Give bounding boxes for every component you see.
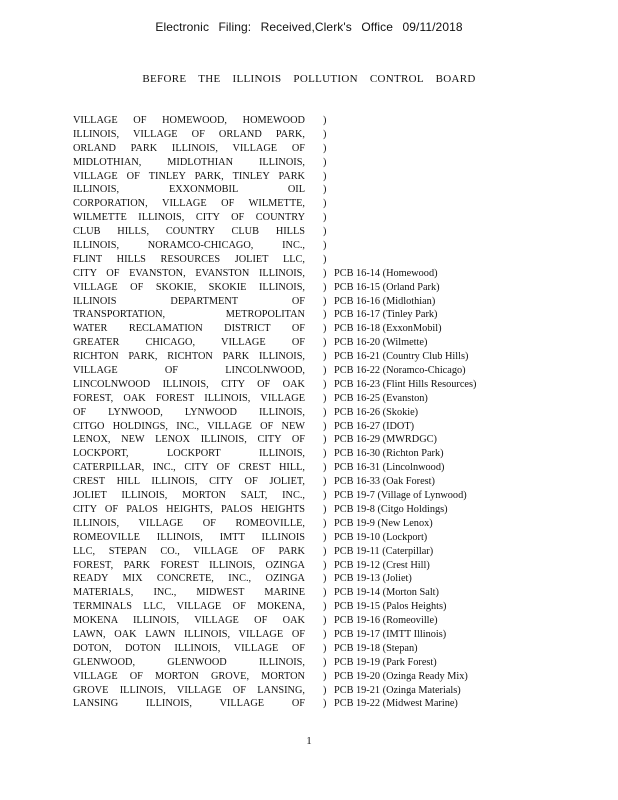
caption-row <box>73 156 553 170</box>
caption-row <box>73 128 553 142</box>
party-name-line: CATERPILLAR, INC., CITY OF CREST HILL, <box>73 462 305 474</box>
party-name-line: VILLAGE OF HOMEWOOD, HOMEWOOD <box>73 115 305 126</box>
pcb-case-number: PCB 16-33 (Oak Forest) <box>334 476 435 488</box>
pcb-case-number: PCB 16-21 (Country Club Hills) <box>334 351 469 363</box>
party-name-line: READY MIX CONCRETE, INC., OZINGA <box>73 573 305 585</box>
caption-paren: ) <box>323 337 327 349</box>
party-name-line: ILLINOIS DEPARTMENT OF <box>73 295 305 307</box>
caption-paren: ) <box>323 517 327 529</box>
caption-row <box>73 642 553 656</box>
caption-row <box>73 239 553 253</box>
caption-row <box>73 114 553 128</box>
party-name-line: CITY OF PALOS HEIGHTS, PALOS HEIGHTS <box>73 503 305 515</box>
pcb-case-number: PCB 19-8 (Citgo Holdings) <box>334 503 448 515</box>
party-name-line: GROVE ILLINOIS, VILLAGE OF LANSING, <box>73 684 305 696</box>
caption-row <box>73 697 553 711</box>
caption-row <box>73 364 553 378</box>
party-name-line: ROMEOVILLE ILLINOIS, IMTT ILLINOIS <box>73 531 305 543</box>
caption-row <box>73 170 553 184</box>
party-name-line: FOREST, PARK FOREST ILLINOIS, OZINGA <box>73 559 305 571</box>
caption-row <box>73 281 553 295</box>
party-name-line: ILLINOIS, EXXONMOBIL OIL <box>73 184 305 196</box>
party-name-line: GREATER CHICAGO, VILLAGE OF <box>73 337 305 349</box>
caption-row <box>73 614 553 628</box>
caption-paren: ) <box>323 212 327 224</box>
caption-row <box>73 489 553 503</box>
caption-paren: ) <box>323 281 327 293</box>
party-name-line: LANSING ILLINOIS, VILLAGE OF <box>73 698 305 710</box>
caption-paren: ) <box>323 448 327 460</box>
caption-paren: ) <box>323 115 327 126</box>
party-name-line: MOKENA ILLINOIS, VILLAGE OF OAK <box>73 615 305 627</box>
caption-paren: ) <box>323 253 327 265</box>
caption-paren: ) <box>323 531 327 543</box>
caption-row <box>73 461 553 475</box>
caption-paren: ) <box>323 573 327 585</box>
party-name-line: FOREST, OAK FOREST ILLINOIS, VILLAGE <box>73 392 305 404</box>
caption-row <box>73 253 553 267</box>
caption-paren: ) <box>323 365 327 377</box>
pcb-case-number: PCB 19-21 (Ozinga Materials) <box>334 684 461 696</box>
caption-row <box>73 531 553 545</box>
caption-row <box>73 211 553 225</box>
caption-row <box>73 572 553 586</box>
caption-row <box>73 350 553 364</box>
pcb-case-number: PCB 19-11 (Caterpillar) <box>334 545 434 557</box>
pcb-case-number: PCB 19-16 (Romeoville) <box>334 615 438 627</box>
party-name-line: MATERIALS, INC., MIDWEST MARINE <box>73 587 305 599</box>
caption-paren: ) <box>323 545 327 557</box>
pcb-case-number: PCB 19-19 (Park Forest) <box>334 656 437 668</box>
caption-row <box>73 225 553 239</box>
caption-row <box>73 475 553 489</box>
party-name-line: TERMINALS LLC, VILLAGE OF MOKENA, <box>73 601 305 613</box>
caption-row <box>73 406 553 420</box>
page-number: 1 <box>306 735 312 747</box>
caption-paren: ) <box>323 406 327 418</box>
party-name-line: WILMETTE ILLINOIS, CITY OF COUNTRY <box>73 212 305 224</box>
caption-paren: ) <box>323 170 327 182</box>
pcb-case-number: PCB 19-22 (Midwest Marine) <box>334 698 458 710</box>
pcb-case-number: PCB 16-15 (Orland Park) <box>334 281 440 293</box>
pcb-case-number: PCB 16-30 (Richton Park) <box>334 448 444 460</box>
caption-paren: ) <box>323 642 327 654</box>
caption-row <box>73 684 553 698</box>
caption-row <box>73 322 553 336</box>
caption-row <box>73 295 553 309</box>
caption-row <box>73 545 553 559</box>
caption-paren: ) <box>323 128 327 140</box>
party-name-line: MIDLOTHIAN, MIDLOTHIAN ILLINOIS, <box>73 156 305 168</box>
caption-row <box>73 183 553 197</box>
caption-paren: ) <box>323 184 327 196</box>
pcb-case-number: PCB 16-26 (Skokie) <box>334 406 419 418</box>
electronic-filing-stamp: Electronic Filing: Received,Clerk's Office 09/11/2018 <box>155 20 463 34</box>
party-name-line: GLENWOOD, GLENWOOD ILLINOIS, <box>73 656 305 668</box>
pcb-case-number: PCB 16-29 (MWRDGC) <box>334 434 437 446</box>
pcb-case-number: PCB 16-14 (Homewood) <box>334 267 438 279</box>
caption-row <box>73 420 553 434</box>
caption-row <box>73 308 553 322</box>
pcb-case-number: PCB 16-16 (Midlothian) <box>334 295 436 307</box>
caption-paren: ) <box>323 462 327 474</box>
caption-paren: ) <box>323 628 327 640</box>
caption-paren: ) <box>323 503 327 515</box>
party-name-line: DOTON, DOTON ILLINOIS, VILLAGE OF <box>73 642 305 654</box>
caption-row <box>73 267 553 281</box>
caption-row <box>73 433 553 447</box>
party-name-line: WATER RECLAMATION DISTRICT OF <box>73 323 305 335</box>
caption-paren: ) <box>323 156 327 168</box>
caption-row <box>73 628 553 642</box>
caption-paren: ) <box>323 684 327 696</box>
caption-row <box>73 586 553 600</box>
party-name-line: ILLINOIS, VILLAGE OF ROMEOVILLE, <box>73 517 305 529</box>
caption-paren: ) <box>323 198 327 210</box>
caption-paren: ) <box>323 490 327 502</box>
party-name-line: ILLINOIS, NORAMCO-CHICAGO, INC., <box>73 240 305 252</box>
pcb-case-number: PCB 16-18 (ExxonMobil) <box>334 323 442 335</box>
pcb-case-number: PCB 16-25 (Evanston) <box>334 392 428 404</box>
caption-row <box>73 517 553 531</box>
caption-paren: ) <box>323 295 327 307</box>
party-name-line: OF LYNWOOD, LYNWOOD ILLINOIS, <box>73 406 305 418</box>
caption-paren: ) <box>323 670 327 682</box>
caption-paren: ) <box>323 378 327 390</box>
caption-row <box>73 600 553 614</box>
pcb-case-number: PCB 19-14 (Morton Salt) <box>334 587 439 599</box>
party-name-line: LAWN, OAK LAWN ILLINOIS, VILLAGE OF <box>73 628 305 640</box>
pcb-case-number: PCB 19-7 (Village of Lynwood) <box>334 490 467 502</box>
pcb-case-number: PCB 19-15 (Palos Heights) <box>334 601 447 613</box>
caption-row <box>73 392 553 406</box>
caption-paren: ) <box>323 476 327 488</box>
pcb-case-number: PCB 16-22 (Noramco-Chicago) <box>334 365 466 377</box>
caption-paren: ) <box>323 434 327 446</box>
pcb-case-number: PCB 19-9 (New Lenox) <box>334 517 433 529</box>
caption-paren: ) <box>323 559 327 571</box>
pcb-case-number: PCB 16-23 (Flint Hills Resources) <box>334 378 477 390</box>
caption-paren: ) <box>323 323 327 335</box>
pcb-case-number: PCB 19-13 (Joliet) <box>334 573 412 585</box>
case-caption <box>73 114 553 711</box>
party-name-line: ILLINOIS, VILLAGE OF ORLAND PARK, <box>73 128 305 140</box>
party-name-line: VILLAGE OF MORTON GROVE, MORTON <box>73 670 305 682</box>
caption-row <box>73 447 553 461</box>
pcb-case-number: PCB 16-20 (Wilmette) <box>334 337 428 349</box>
party-name-line: CLUB HILLS, COUNTRY CLUB HILLS <box>73 226 305 238</box>
caption-paren: ) <box>323 420 327 432</box>
party-name-line: RICHTON PARK, RICHTON PARK ILLINOIS, <box>73 351 305 363</box>
caption-paren: ) <box>323 351 327 363</box>
party-name-line: LINCOLNWOOD ILLINOIS, CITY OF OAK <box>73 378 305 390</box>
caption-row <box>73 336 553 350</box>
party-name-line: VILLAGE OF SKOKIE, SKOKIE ILLINOIS, <box>73 281 305 293</box>
caption-row <box>73 142 553 156</box>
caption-row <box>73 378 553 392</box>
party-name-line: CITGO HOLDINGS, INC., VILLAGE OF NEW <box>73 420 305 432</box>
caption-row <box>73 503 553 517</box>
pcb-case-number: PCB 19-17 (IMTT Illinois) <box>334 628 447 640</box>
pcb-case-number: PCB 16-31 (Lincolnwood) <box>334 462 445 474</box>
party-name-line: LENOX, NEW LENOX ILLINOIS, CITY OF <box>73 434 305 446</box>
party-name-line: VILLAGE OF TINLEY PARK, TINLEY PARK <box>73 170 305 182</box>
party-name-line: CREST HILL ILLINOIS, CITY OF JOLIET, <box>73 476 305 488</box>
party-name-line: LLC, STEPAN CO., VILLAGE OF PARK <box>73 545 305 557</box>
caption-paren: ) <box>323 587 327 599</box>
party-name-line: JOLIET ILLINOIS, MORTON SALT, INC., <box>73 490 305 502</box>
caption-paren: ) <box>323 601 327 613</box>
pcb-case-number: PCB 19-20 (Ozinga Ready Mix) <box>334 670 468 682</box>
caption-paren: ) <box>323 656 327 668</box>
caption-paren: ) <box>323 240 327 252</box>
party-name-line: TRANSPORTATION, METROPOLITAN <box>73 309 305 321</box>
caption-row <box>73 559 553 573</box>
board-title: BEFORE THE ILLINOIS POLLUTION CONTROL BOARD <box>142 73 476 85</box>
pcb-case-number: PCB 19-10 (Lockport) <box>334 531 428 543</box>
caption-paren: ) <box>323 392 327 404</box>
pcb-case-number: PCB 19-18 (Stepan) <box>334 642 418 654</box>
party-name-line: FLINT HILLS RESOURCES JOLIET LLC, <box>73 253 305 265</box>
pcb-case-number: PCB 19-12 (Crest Hill) <box>334 559 430 571</box>
caption-row <box>73 656 553 670</box>
caption-paren: ) <box>323 698 327 710</box>
caption-paren: ) <box>323 142 327 154</box>
pcb-case-number: PCB 16-17 (Tinley Park) <box>334 309 438 321</box>
caption-paren: ) <box>323 309 327 321</box>
pcb-case-number: PCB 16-27 (IDOT) <box>334 420 415 432</box>
party-name-line: ORLAND PARK ILLINOIS, VILLAGE OF <box>73 142 305 154</box>
caption-paren: ) <box>323 615 327 627</box>
caption-row <box>73 670 553 684</box>
caption-paren: ) <box>323 226 327 238</box>
caption-row <box>73 197 553 211</box>
party-name-line: CITY OF EVANSTON, EVANSTON ILLINOIS, <box>73 267 305 279</box>
caption-paren: ) <box>323 267 327 279</box>
party-name-line: LOCKPORT, LOCKPORT ILLINOIS, <box>73 448 305 460</box>
party-name-line: VILLAGE OF LINCOLNWOOD, <box>73 365 305 377</box>
party-name-line: CORPORATION, VILLAGE OF WILMETTE, <box>73 198 305 210</box>
